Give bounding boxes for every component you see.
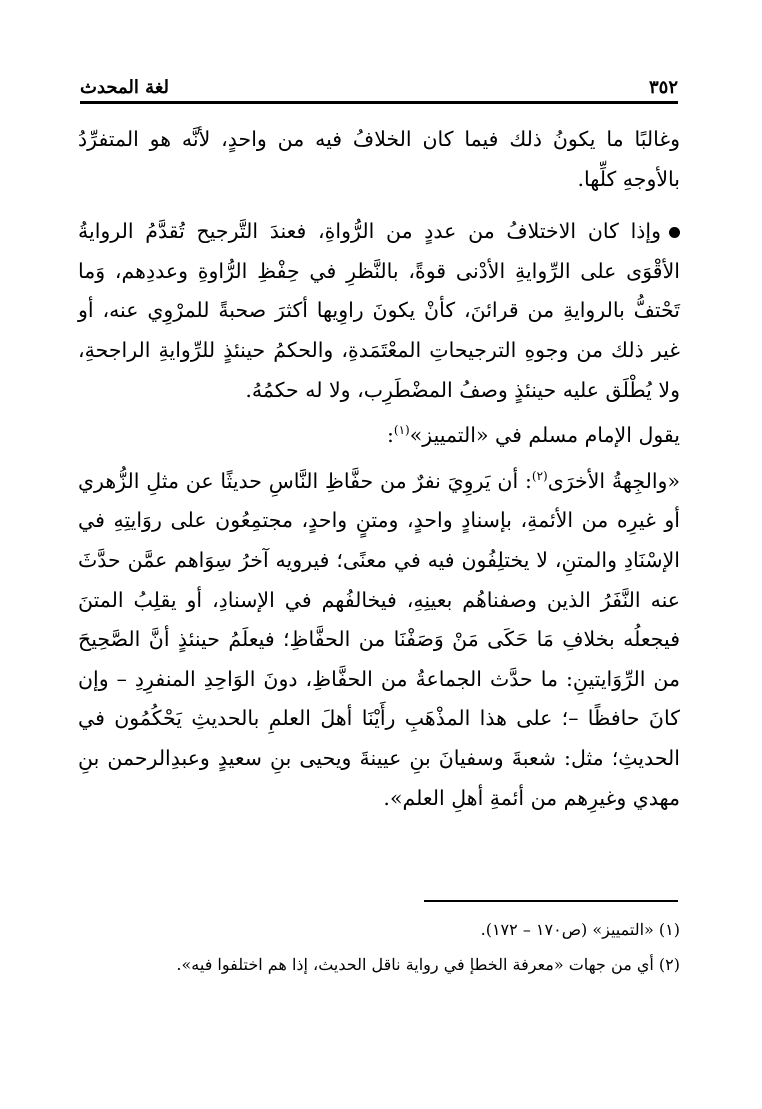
- paragraph-3-text: يقول الإمام مسلم في «التمييز»: [409, 423, 680, 448]
- footnote-2: (٢) أي من جهات «معرفة الخطإ في رواية ناقل الحديث، إذا هم اختلفوا فيه».: [176, 955, 680, 974]
- bullet-icon: [669, 227, 680, 238]
- footnote-ref-1[interactable]: (١): [393, 423, 410, 438]
- paragraph-4-start: «والجِهةُ الأخرَى: [547, 468, 680, 493]
- paragraph-2-text: وإذا كان الاختلافُ من عددٍ من الرُّواةِ، فعندَ التَّرجيح تُقدَّمُ الروايةُ الأقْوَى على الرِّوايةِ الأدْنى قوةً، بالنَّظرِ في حِفْظِ الرُّاوةِ وعددِهم، وَما تَحْتفُّ بالروايةِ من قرائنَ، كأنْ يكونَ راوِيها أكثرَ صحبةً للمرْوِي عنه، أو غير ذلك من وجوهِ الترجيحاتِ المعْتَمَدةِ، والحكمُ حينئذٍ للرِّوايةِ الراجحةِ، ولا يُطْلَق عليه حينئذٍ وصفُ المضْطَرِب، ولا له حكمُهُ.: [78, 219, 680, 402]
- paragraph-2: [78, 212, 680, 410]
- footnote-ref-2[interactable]: (٢): [531, 468, 548, 483]
- paragraph-1: وغالبًا ما يكونُ ذلك فيما كان الخلافُ فيه من واحدٍ، لأنَّه هو المتفرِّدُ بالأوجهِ كلِّها.: [78, 127, 680, 191]
- book-title: لغة المحدث: [80, 77, 169, 98]
- paragraph-4-rest: : أن يَروِيَ نفرٌ من حفَّاظِ النَّاسِ حديثًا عن مثلِ الزُّهري أو غيرِه من الأئمةِ، بإسنادٍ واحدٍ، ومتنٍ واحدٍ، مجتمِعُون على روَايتِهِ في الإسْنَادِ والمتنِ، لا يختلِفُون فيه في معنًى؛ فيرويه آخرُ سِوَاهم عمَّن حدَّثَ عنه النَّفَرُ الذين وصفناهُم بعينِهِ، فيخالفُهم في الإسنادِ، أو يقلِبُ المتنَ فيجعلُه بخلافِ مَا حَكَى مَنْ وَصَفْنَا من الحفَّاظِ؛ فيعلَمُ حينئذٍ أنَّ الصَّحِيحَ من الرِّوَايتينِ: ما حدَّث الجماعةُ من الحفَّاظِ، دونَ الوَاحِدِ المنفرِدِ – وإن كانَ حافظًا –؛ على هذا المذْهَبِ رأَيْنَا أهلَ العلمِ بالحديثِ يَحْكُمُون في الحديثِ؛ مثل: شعبةَ وسفيانَ بنِ عيينةَ ويحيى بنِ سعيدٍ وعبدِالرحمن بنِ مهدي وغيرِهم من أئمةِ أهلِ العلم».: [78, 468, 680, 810]
- footnotes: [78, 912, 680, 982]
- footnote-divider: [424, 900, 678, 902]
- page-number: ٣٥٢: [648, 77, 678, 98]
- footnote-1: (١) «التمييز» (ص١٧٠ – ١٧٢).: [480, 920, 680, 939]
- paragraph-3-colon: :: [386, 423, 394, 448]
- paragraph-4-quote: [78, 462, 680, 818]
- main-text: [78, 120, 680, 818]
- page-header: [80, 66, 678, 98]
- header-divider: [80, 101, 678, 104]
- paragraph-3: [78, 416, 680, 456]
